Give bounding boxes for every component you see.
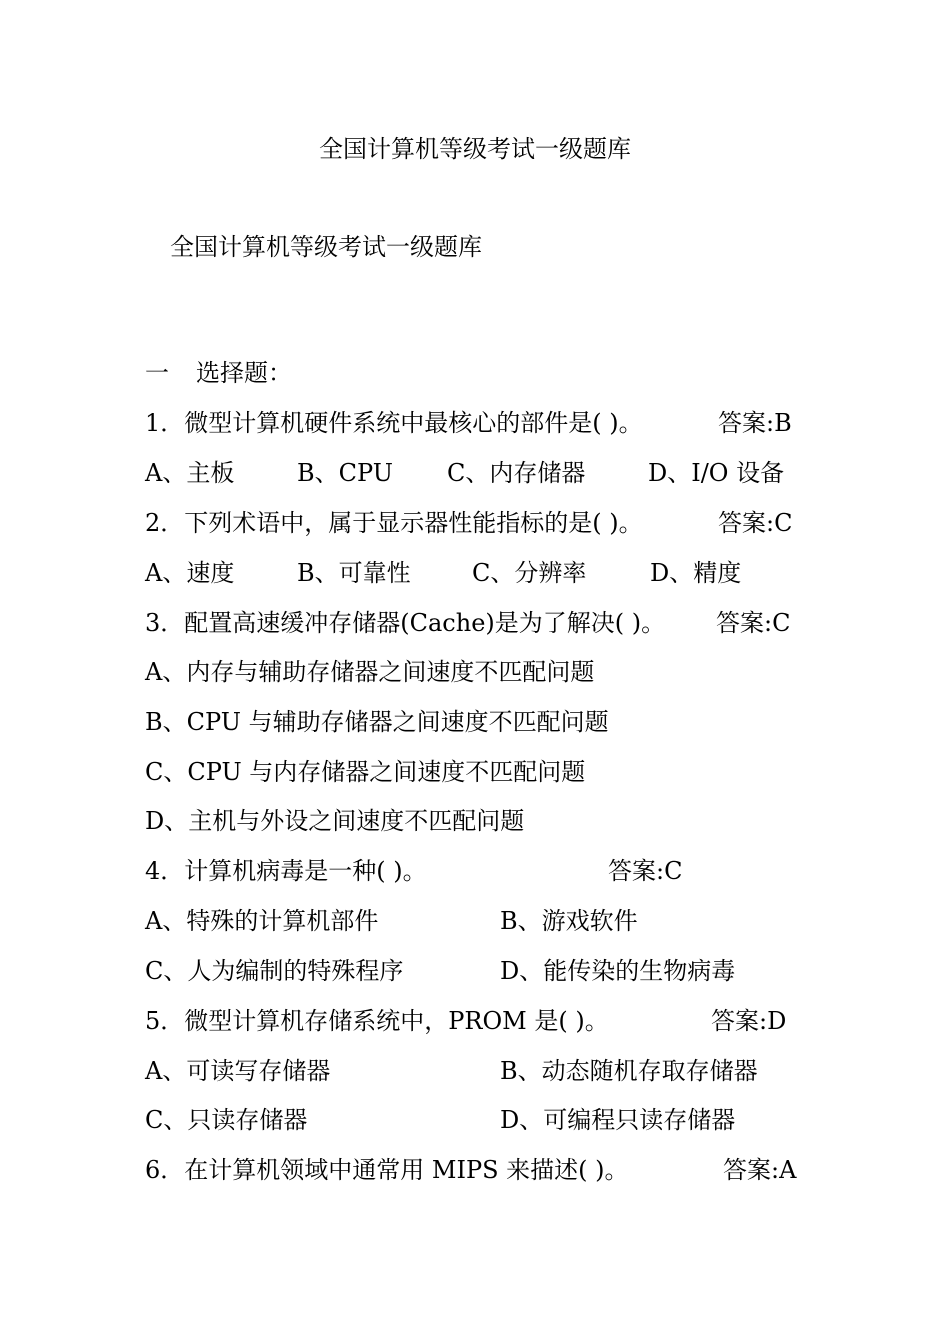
question-1-option-d: D、I/O 设备 — [648, 459, 785, 487]
question-4-option-c: C、人为编制的特殊程序 — [145, 957, 404, 985]
document-title: 全国计算机等级考试一级题库 — [319, 135, 631, 163]
question-5-option-b: B、动态随机存取存储器 — [500, 1057, 758, 1085]
question-3-option-c: C、CPU 与内存储器之间速度不匹配问题 — [145, 758, 586, 786]
question-5-stem: 5．微型计算机存储系统中，PROM 是( )。 — [145, 1007, 609, 1035]
question-3-option-a: A、内存与辅助存储器之间速度不匹配问题 — [145, 658, 595, 686]
section-label: 选择题： — [196, 359, 292, 387]
question-5-option-a: A、可读写存储器 — [145, 1057, 331, 1085]
question-3-stem: 3．配置高速缓冲存储器(Cache)是为了解决( )。 — [145, 609, 666, 637]
question-4-option-a: A、特殊的计算机部件 — [145, 907, 379, 935]
question-4-option-b: B、游戏软件 — [500, 907, 638, 935]
question-5-option-c: C、只读存储器 — [145, 1106, 308, 1134]
question-6-stem: 6．在计算机领域中通常用 MIPS 来描述( )。 — [145, 1156, 629, 1184]
question-2-answer: 答案:C — [718, 509, 793, 537]
document-subtitle: 全国计算机等级考试一级题库 — [170, 233, 482, 261]
question-2-option-c: C、分辨率 — [472, 559, 587, 587]
question-3-option-b: B、CPU 与辅助存储器之间速度不匹配问题 — [145, 708, 609, 736]
question-2-option-d: D、精度 — [650, 559, 742, 587]
question-3-answer: 答案:C — [716, 609, 791, 637]
question-1-option-a: A、主板 — [145, 459, 235, 487]
question-1-stem: 1．微型计算机硬件系统中最核心的部件是( )。 — [145, 409, 643, 437]
question-6-answer: 答案:A — [723, 1156, 797, 1184]
question-2-option-a: A、速度 — [145, 559, 235, 587]
question-3-option-d: D、主机与外设之间速度不匹配问题 — [145, 807, 525, 835]
question-1-option-c: C、内存储器 — [447, 459, 586, 487]
question-1-answer: 答案:B — [718, 409, 792, 437]
question-1-option-b: B、CPU — [297, 459, 393, 487]
question-4-option-d: D、能传染的生物病毒 — [500, 957, 736, 985]
section-number: 一 — [145, 359, 169, 387]
question-2-stem: 2．下列术语中，属于显示器性能指标的是( )。 — [145, 509, 643, 537]
question-4-answer: 答案:C — [608, 857, 683, 885]
question-5-option-d: D、可编程只读存储器 — [500, 1106, 736, 1134]
question-2-option-b: B、可靠性 — [297, 559, 411, 587]
question-5-answer: 答案:D — [711, 1007, 787, 1035]
question-4-stem: 4．计算机病毒是一种( )。 — [145, 857, 427, 885]
